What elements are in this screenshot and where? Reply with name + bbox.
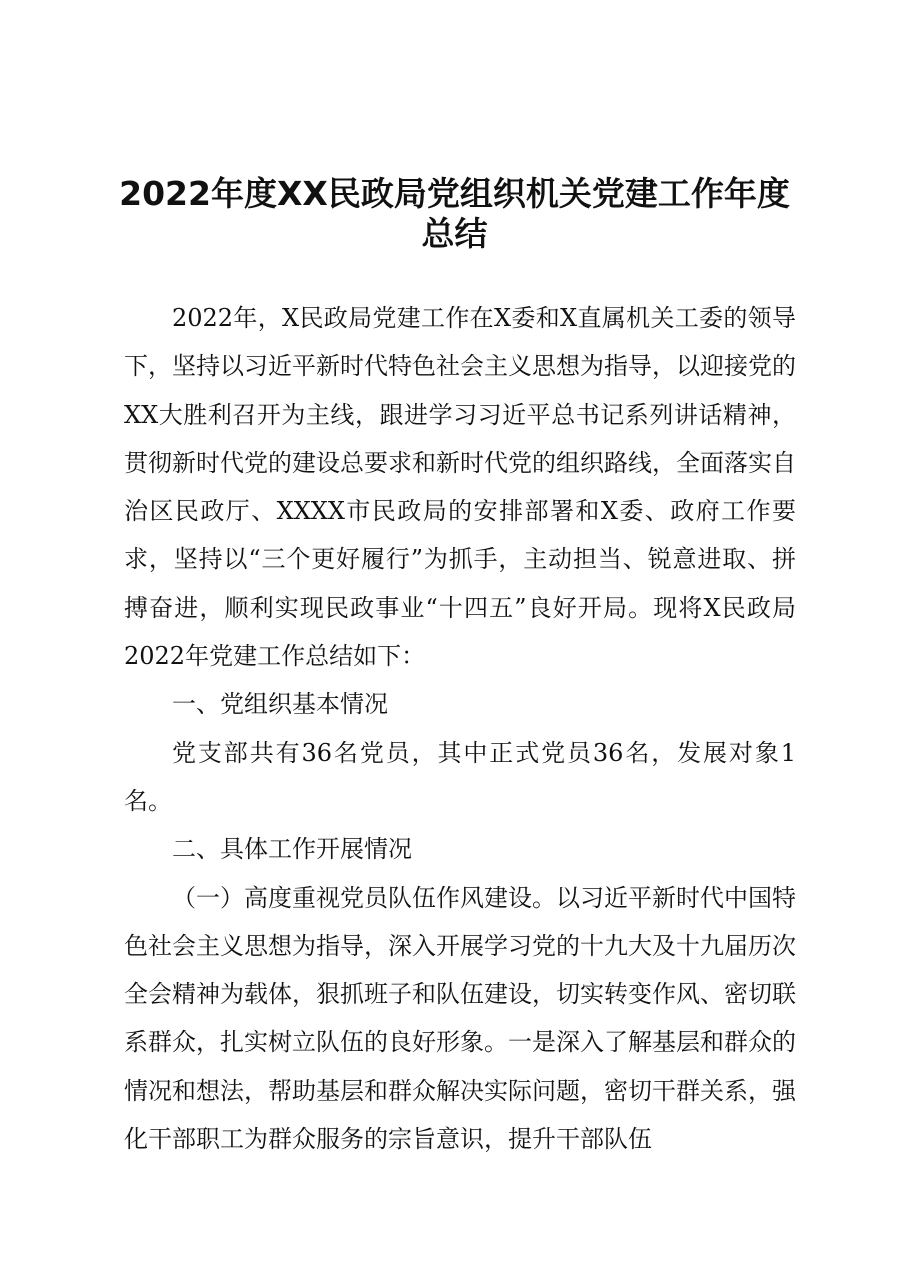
paragraph-work-style: （一）高度重视党员队伍作风建设。以习近平新时代中国特色社会主义思想为指导，深入开展学习党的十九大及十九届历次全会精神为载体，狠抓班子和队伍建设，切实转变作风、密切联系群众，扎实树立队伍的良好形象。一是深入了解基层和群众的情况和想法，帮助基层和群众解决实际问题，密切干群关系，强化干部职工为群众服务的宗旨意识，提升干部队伍 bbox=[124, 883, 796, 1154]
section-heading-2: 二、具体工作开展情况 bbox=[172, 835, 412, 864]
document-title-line-2: 总结 bbox=[421, 214, 488, 253]
section-heading-1: 一、党组织基本情况 bbox=[172, 690, 388, 719]
document-title-line-1: 2022年度XX民政局党组织机关党建工作年度 bbox=[119, 174, 790, 213]
paragraph-party-members: 党支部共有36名党员，其中正式党员36名，发展对象1名。 bbox=[124, 738, 796, 815]
paragraph-intro: 2022年，X民政局党建工作在X委和X直属机关工委的领导下，坚持以习近平新时代特色社会主义思想为指导，以迎接党的XX大胜利召开为主线，跟进学习习近平总书记系列讲话精神，贯彻新时代党的建设总要求和新时代党的组织路线，全面落实自治区民政厅、XXXX市民政局的安排部署和X委、政府工作要求，坚持以“三个更好履行”为抓手，主动担当、锐意进取、拼搏奋进，顺利实现民政事业“十四五”良好开局。现将X民政局2022年党建工作总结如下： bbox=[124, 304, 796, 671]
document-body bbox=[124, 294, 796, 1163]
